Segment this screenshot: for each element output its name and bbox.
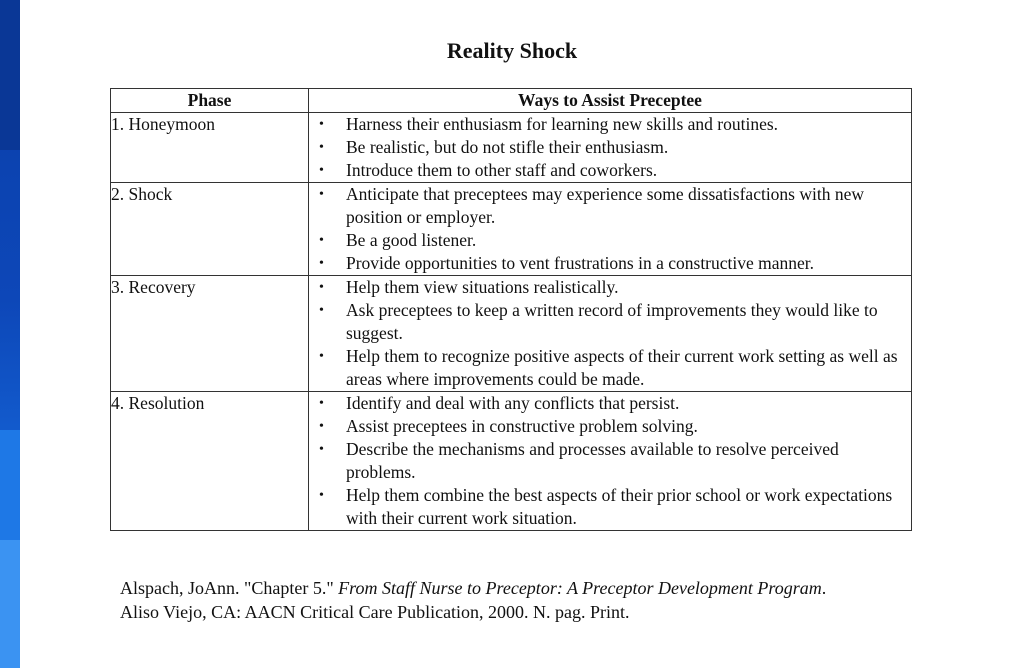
bullet-icon: • [319, 117, 324, 132]
list-item: • Help them view situations realistically. [319, 277, 619, 297]
ways-list [309, 392, 911, 530]
list-item: • Introduce them to other staff and coworkers. [319, 160, 658, 180]
phase-cell: 4. Resolution [111, 392, 309, 531]
list-item: • Ask preceptees to keep a written record of improvements they would like to suggest. [319, 300, 878, 343]
list-item: • Anticipate that preceptees may experience some dissatisfactions with new position or employer. [319, 184, 865, 227]
side-accent-stripe [0, 0, 20, 150]
list-item: • Identify and deal with any conflicts that persist. [319, 393, 680, 413]
phase-cell: 2. Shock [111, 183, 309, 276]
side-accent-stripe [0, 430, 20, 540]
citation-prefix: Alspach, JoAnn. "Chapter 5." [120, 578, 339, 598]
bullet-icon: • [319, 349, 324, 364]
ways-list [309, 276, 911, 391]
ways-list [309, 113, 911, 182]
bullet-icon: • [319, 280, 324, 295]
list-item: • Assist preceptees in constructive problem solving. [319, 416, 698, 436]
list-item: • Help them to recognize positive aspects of their current work setting as well as areas where improvements could be made. [319, 346, 898, 389]
side-accent-bar [0, 0, 20, 668]
table-row-resolution [111, 392, 912, 531]
list-item: • Provide opportunities to vent frustrations in a constructive manner. [319, 253, 815, 273]
bullet-icon: • [319, 488, 324, 503]
bullet-icon: • [319, 163, 324, 178]
reality-shock-table [110, 88, 912, 531]
bullet-icon: • [319, 396, 324, 411]
ways-column-header: Ways to Assist Preceptee [309, 89, 912, 113]
table-header-row [111, 89, 912, 113]
bullet-icon: • [319, 419, 324, 434]
bullet-icon: • [319, 256, 324, 271]
table-row-recovery [111, 276, 912, 392]
list-item: • Describe the mechanisms and processes available to resolve perceived problems. [319, 439, 839, 482]
phase-cell: 1. Honeymoon [111, 113, 309, 183]
bullet-icon: • [319, 187, 324, 202]
list-item: • Be a good listener. [319, 230, 477, 250]
bullet-icon: • [319, 303, 324, 318]
citation [120, 576, 860, 624]
ways-cell [309, 183, 912, 276]
list-item: • Help them combine the best aspects of their prior school or work expectations with their current work situation. [319, 485, 893, 528]
ways-list [309, 183, 911, 275]
bullet-icon: • [319, 140, 324, 155]
phase-column-header: Phase [111, 89, 309, 113]
list-item: • Be realistic, but do not stifle their enthusiasm. [319, 137, 669, 157]
phase-cell: 3. Recovery [111, 276, 309, 392]
table-row-shock [111, 183, 912, 276]
bullet-icon: • [319, 442, 324, 457]
ways-cell [309, 276, 912, 392]
table-row-honeymoon [111, 113, 912, 183]
bullet-icon: • [319, 233, 324, 248]
citation-suffix: . Aliso Viejo, CA: AACN Critical Care Publication, 2000. N. pag. Print. [120, 578, 827, 622]
ways-cell [309, 392, 912, 531]
citation-book-title: From Staff Nurse to Preceptor: A Preceptor Development Program [338, 578, 822, 598]
list-item: • Harness their enthusiasm for learning new skills and routines. [319, 114, 779, 134]
page-title: Reality Shock [446, 38, 578, 63]
side-accent-stripe [0, 540, 20, 668]
ways-cell [309, 113, 912, 183]
